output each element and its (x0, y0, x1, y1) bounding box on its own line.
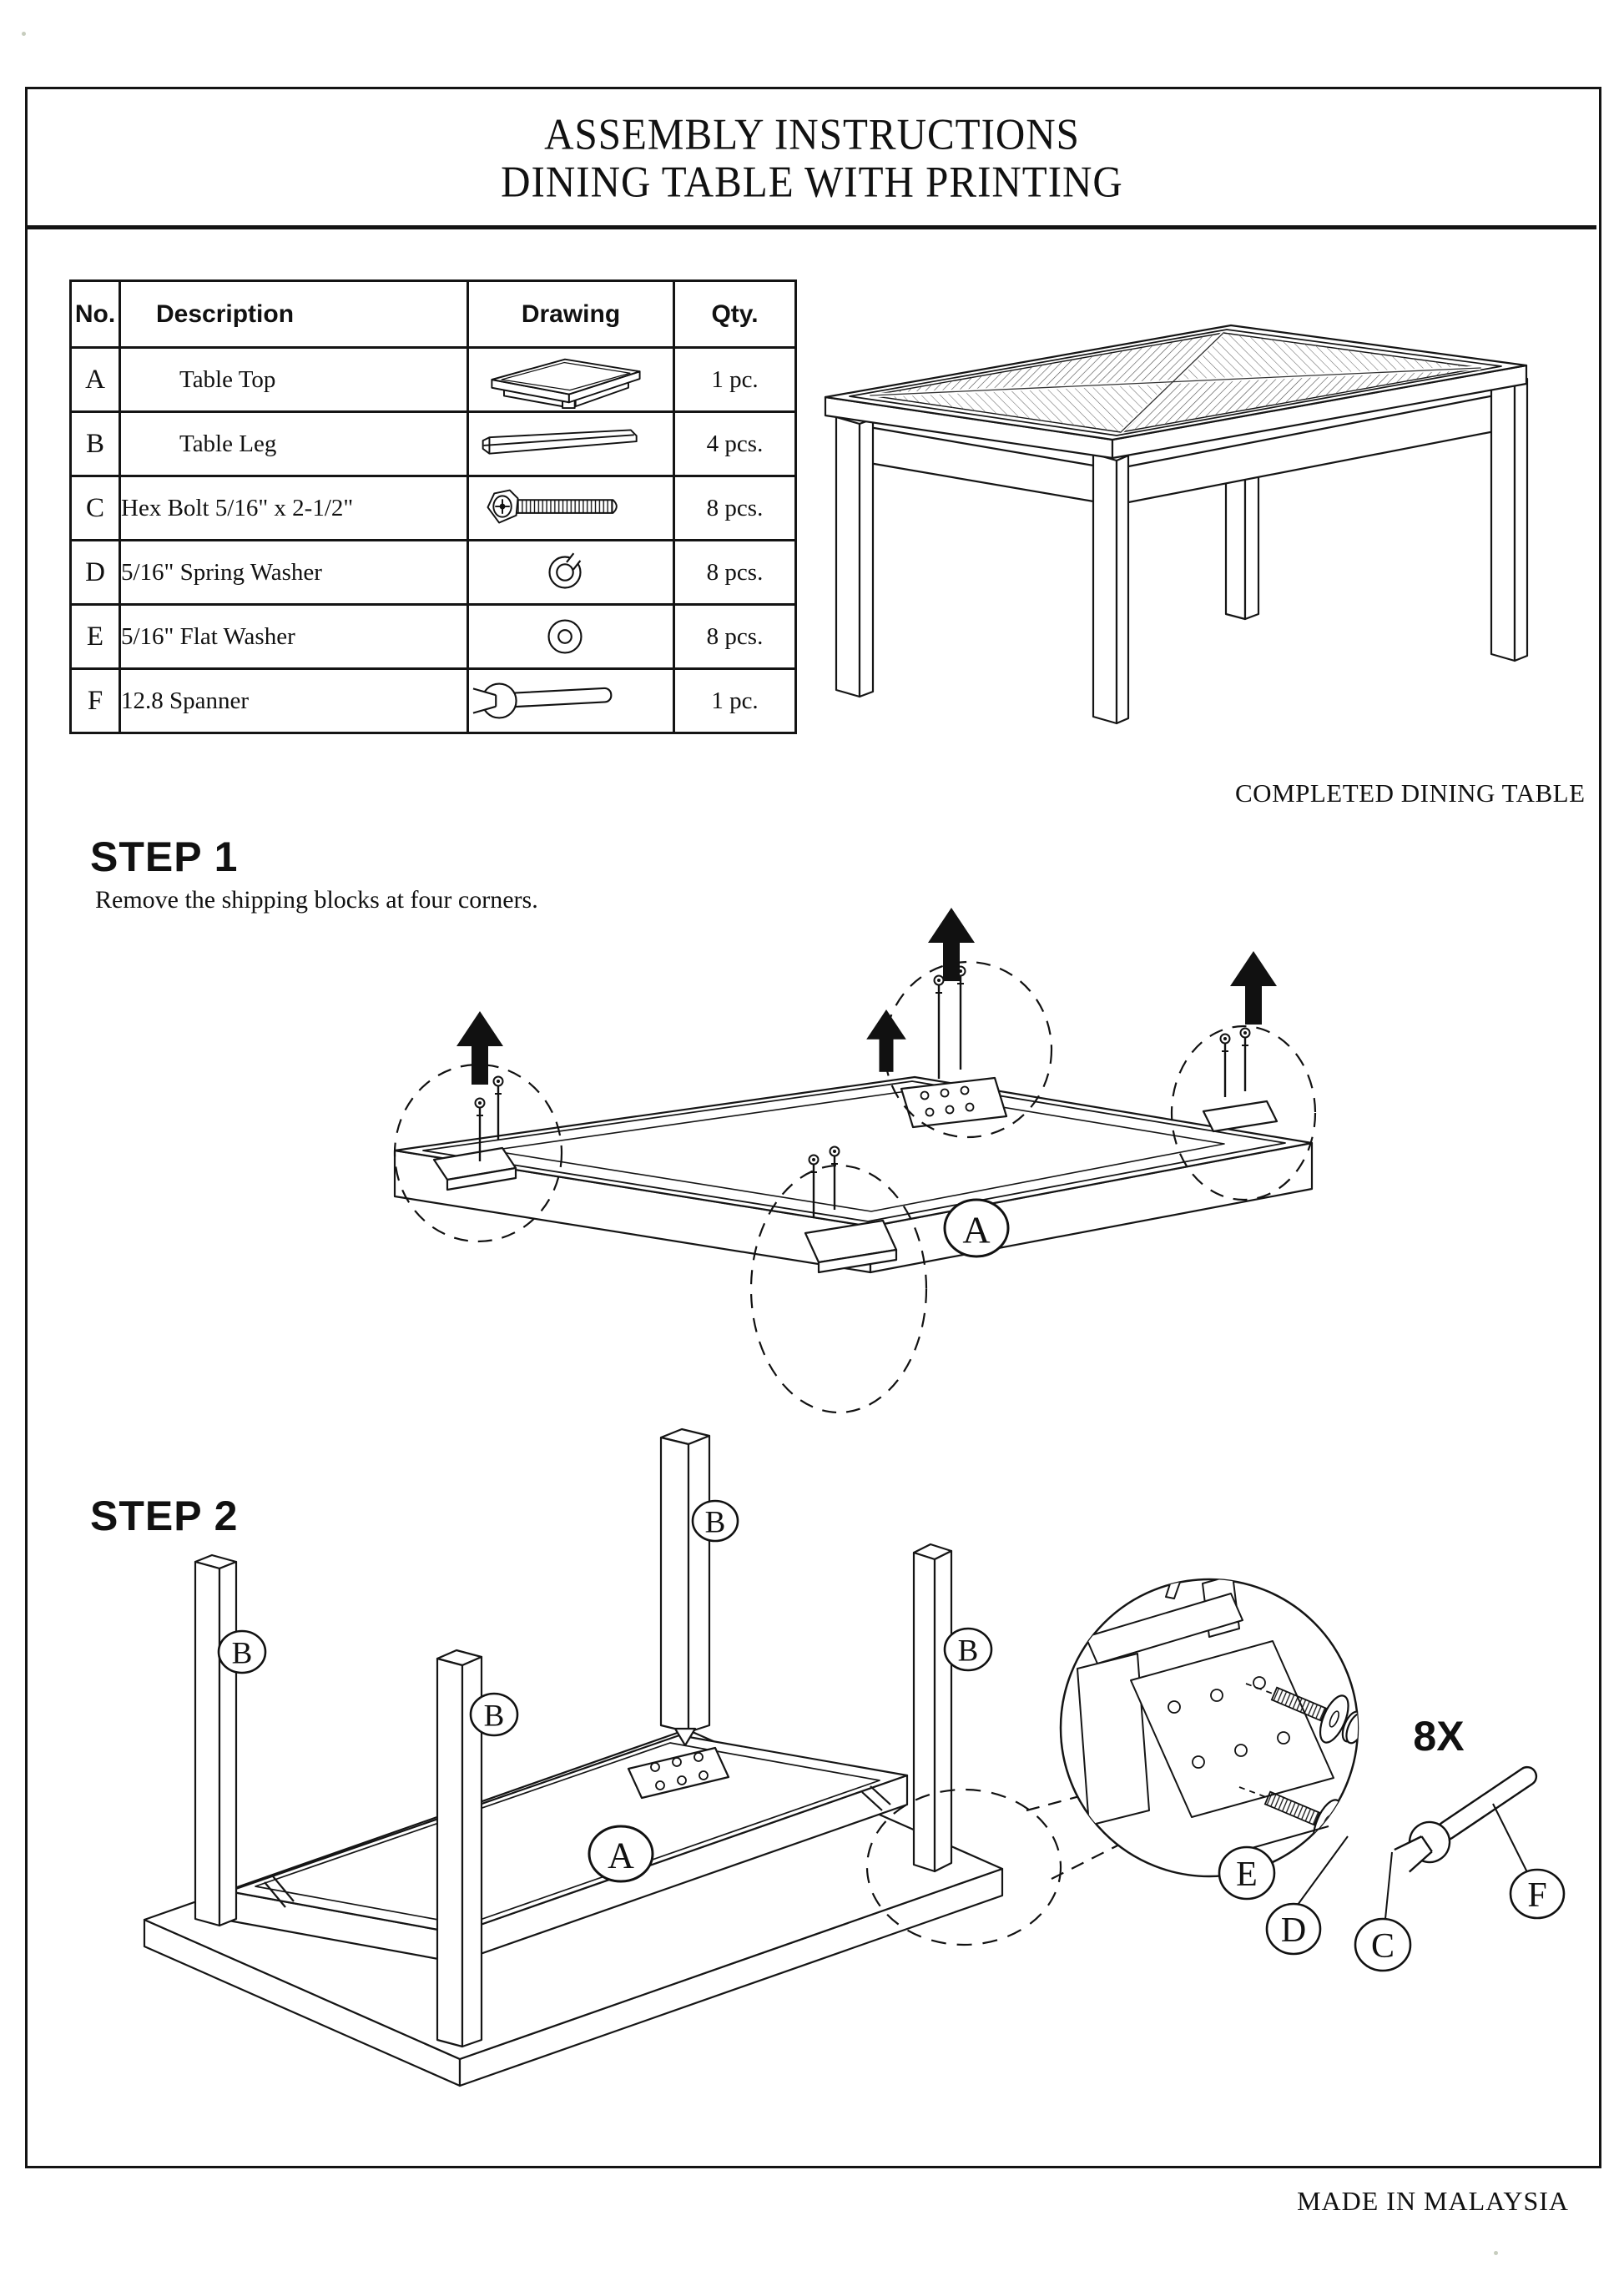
parts-row (71, 605, 796, 669)
step1-part-label-a (945, 1200, 1008, 1256)
svg-text:B: B (483, 1699, 505, 1734)
part-description: Table Leg (120, 412, 468, 476)
step2-diagram (79, 1418, 1590, 2094)
title-block (28, 89, 1596, 229)
part-qty: 8 pcs. (674, 541, 796, 605)
step2-part-label-a (589, 1826, 653, 1881)
part-letter: A (71, 348, 120, 412)
step1-instruction: Remove the shipping blocks at four corners. (95, 886, 538, 914)
svg-text:F: F (1527, 1876, 1547, 1915)
part-qty: 4 pcs. (674, 412, 796, 476)
svg-text:B: B (957, 1634, 979, 1669)
parts-row (71, 348, 796, 412)
svg-text:D: D (1280, 1911, 1307, 1950)
leg-label-b (219, 1631, 265, 1673)
svg-text:E: E (1236, 1855, 1258, 1894)
part-description: Table Top (120, 348, 468, 412)
table-leg-drawing (468, 412, 674, 476)
svg-text:A: A (608, 1835, 634, 1876)
leg-label-b (471, 1694, 517, 1735)
spring-washer-drawing (468, 541, 674, 605)
step2-heading: STEP 2 (90, 1493, 239, 1539)
part-description: 12.8 Spanner (120, 669, 468, 733)
table-top-drawing (468, 348, 674, 412)
parts-table-header-row (71, 281, 796, 348)
svg-text:B: B (704, 1505, 726, 1540)
part-letter: B (71, 412, 120, 476)
part-letter: E (71, 605, 120, 669)
svg-text:C: C (1370, 1927, 1395, 1966)
part-qty: 1 pc. (674, 669, 796, 733)
part-description: 5/16" Flat Washer (120, 605, 468, 669)
completed-table-caption: COMPLETED DINING TABLE (1235, 778, 1586, 808)
spanner-illustration (1389, 1755, 1546, 1878)
header-qty: Qty. (674, 281, 796, 348)
part-letter: C (71, 476, 120, 541)
page-title-line1: ASSEMBLY INSTRUCTIONS (544, 108, 1080, 159)
header-drawing: Drawing (468, 281, 674, 348)
leg-label-b (945, 1629, 991, 1670)
made-in-label: MADE IN MALAYSIA (1297, 2186, 1569, 2216)
print-dot (22, 32, 26, 36)
callout-flat-washer (1219, 1847, 1274, 1899)
part-qty: 1 pc. (674, 348, 796, 412)
step1-heading: STEP 1 (90, 833, 239, 880)
page-title-line2: DINING TABLE WITH PRINTING (501, 156, 1123, 206)
part-description: Hex Bolt 5/16" x 2-1/2" (120, 476, 468, 541)
parts-row (71, 412, 796, 476)
print-dot (1494, 2251, 1498, 2255)
hex-bolt-drawing (468, 476, 674, 541)
parts-table (69, 279, 797, 734)
callout-hex-bolt (1355, 1919, 1410, 1971)
completed-table-illustration (801, 275, 1594, 743)
part-qty: 8 pcs. (674, 605, 796, 669)
parts-row (71, 476, 796, 541)
header-description: Description (120, 281, 468, 348)
part-qty: 8 pcs. (674, 476, 796, 541)
spanner-drawing (468, 669, 674, 733)
svg-text:A: A (962, 1208, 991, 1251)
step1-diagram (351, 901, 1402, 1452)
header-no: No. (71, 281, 120, 348)
svg-text:B: B (231, 1636, 253, 1671)
parts-row (71, 669, 796, 733)
part-letter: F (71, 669, 120, 733)
quantity-note: 8X (1413, 1713, 1465, 1760)
callout-spring-washer (1267, 1904, 1320, 1954)
part-description: 5/16" Spring Washer (120, 541, 468, 605)
callout-spanner (1511, 1870, 1564, 1918)
part-letter: D (71, 541, 120, 605)
flat-washer-drawing (468, 605, 674, 669)
parts-row (71, 541, 796, 605)
leg-label-b (693, 1501, 738, 1541)
